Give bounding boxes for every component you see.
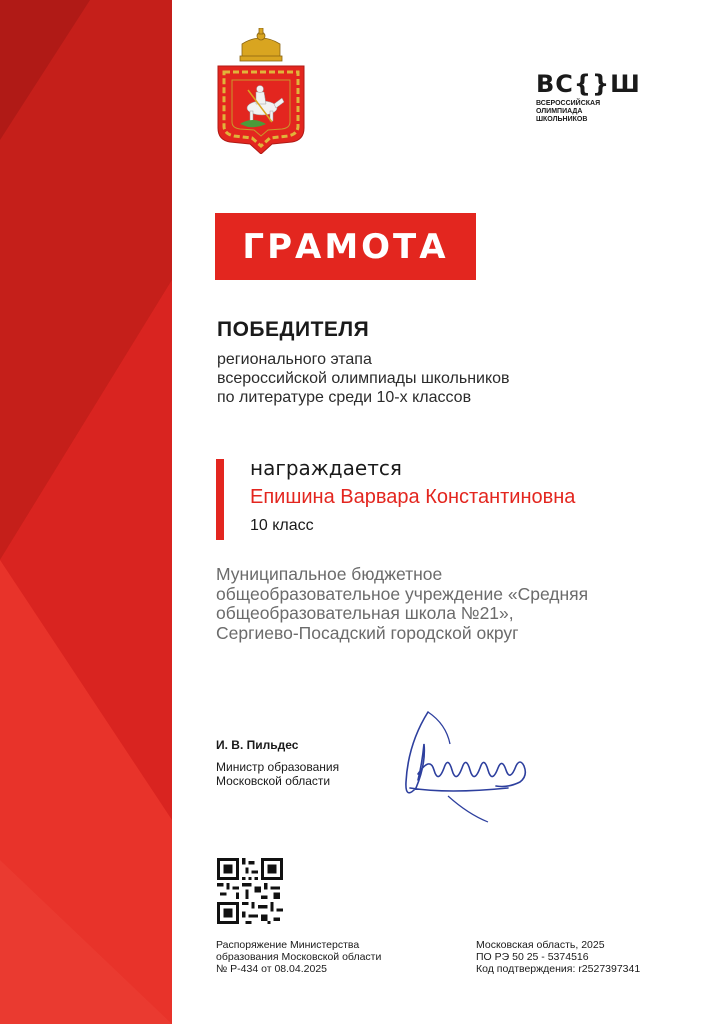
- olympiad-logo-subtitle-line: ШКОЛЬНИКОВ: [536, 116, 588, 123]
- school-line: общеобразовательное учреждение «Средняя: [216, 583, 589, 604]
- registration-info: [476, 939, 706, 975]
- winner-label: ПОБЕДИТЕЛЯ: [217, 318, 370, 341]
- olympiad-logo-subtitle-line: ОЛИМПИАДА: [536, 108, 583, 115]
- signatory-name: И. В. Пильдес: [216, 738, 299, 752]
- student-grade: 10 класс: [250, 517, 314, 534]
- order-reference-line: № Р-434 от 08.04.2025: [216, 963, 328, 975]
- registration-info-line: Московская область, 2025: [476, 939, 605, 951]
- school-line: Сергиево-Посадский городской округ: [216, 622, 519, 643]
- order-reference-line: образования Московской области: [216, 951, 382, 963]
- stage-line: всероссийской олимпиады школьников: [217, 370, 510, 387]
- verification-qr-code[interactable]: [217, 858, 283, 924]
- signatory-role-line: Министр образования: [216, 760, 340, 774]
- decorative-red-band: [0, 0, 172, 1024]
- school-line: общеобразовательная школа №21»,: [216, 603, 514, 623]
- coat-of-arms-emblem: [212, 28, 310, 154]
- olympiad-logo-subtitle: [536, 100, 616, 124]
- stage-line: по литературе среди 10-х классов: [217, 389, 472, 406]
- award-accent-bar: [216, 459, 224, 540]
- registration-info-line: ПО РЭ 50 25 - 5374516: [476, 951, 589, 963]
- confirmation-code: Код подтверждения: r2527397341: [476, 963, 641, 975]
- student-name: Епишина Варвара Константиновна: [250, 486, 576, 508]
- order-reference: [216, 939, 446, 975]
- school-line: Муниципальное бюджетное: [216, 564, 443, 584]
- olympiad-logo-mark: ВС{}Ш: [536, 70, 641, 98]
- signatory-role-line: Московской области: [216, 774, 331, 788]
- handwritten-signature: [388, 704, 538, 832]
- signatory-role: [216, 760, 386, 788]
- school-name: [216, 565, 686, 643]
- order-reference-line: Распоряжение Министерства: [216, 939, 360, 951]
- certificate-title-banner: [215, 213, 476, 280]
- olympiad-logo-subtitle-line: ВСЕРОССИЙСКАЯ: [536, 100, 601, 107]
- olympiad-logo: [536, 72, 666, 128]
- awarded-label: награждается: [250, 456, 402, 480]
- olympiad-stage-description: [217, 350, 637, 407]
- stage-line: регионального этапа: [217, 351, 372, 368]
- certificate-title: ГРАМОТА: [242, 226, 449, 267]
